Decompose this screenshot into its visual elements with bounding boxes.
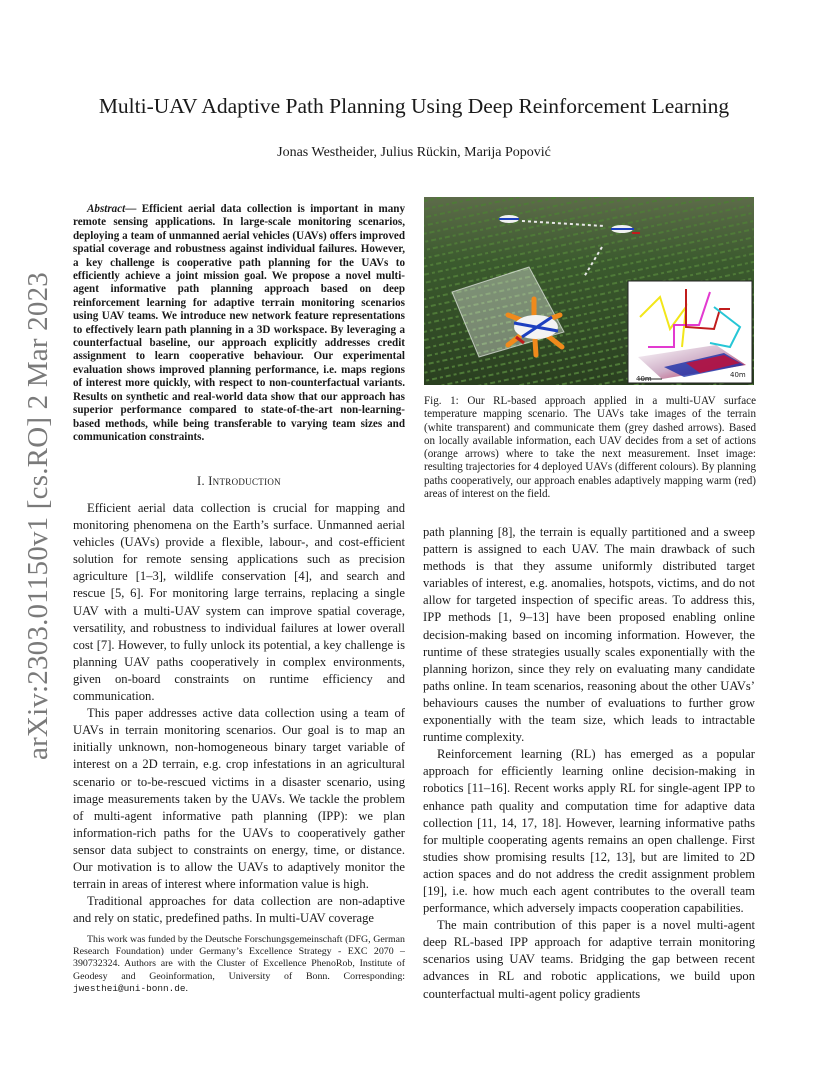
intro-paragraph-3: Traditional approaches for data collection are non-adaptive and rely on static, predefined paths. In multi-UAV coverage [73, 894, 405, 926]
abstract-text: — Efficient aerial data collection is important in many remote sensing applications. In large-scale monitoring scenarios, deploying a team of unmanned aerial vehicles (UAVs) offers improved spatial coverage and robustness against individual failures. However, a key challenge is cooperative path planning for the UAVs to efficiently achieve a joint mission goal. We propose a novel multi-agent informative path planning approach based on deep reinforcement learning for adaptive terrain monitoring scenarios using UAV teams. We introduce new network feature representations to effectively learn path planning in a 3D workspace. By leveraging a counterfactual baseline, our approach explicitly addresses credit assignment to learn cooperative behaviour. Our experimental evaluation shows improved planning performance, i.e. maps regions of interest more quickly, with respect to non-counterfactual variants. Results on synthetic and real-world data show that our approach has superior performance compared to state-of-the-art non-learning-based methods, while being transferable to varying team sizes and communication constraints. [73, 203, 405, 443]
figure-caption: Fig. 1: Our RL-based approach applied in a multi-UAV surface temperature mapping scenario. The UAVs take images of the terrain (white transparent) and communicate them (grey dashed arrows). Based on locally available information, each UAV decides from a set of actions (orange arrows) where to take the next measurement. Inset image: resulting trajectories for 4 deployed UAVs (different colours). By planning paths cooperatively, our approach enables adaptively mapping warm (red) areas of interest on the field. [424, 395, 756, 501]
right-column-body [423, 524, 755, 1003]
abstract-label: Abstract [87, 203, 126, 215]
inset-trajectory-plot [628, 281, 752, 383]
right-paragraph-2: Reinforcement learning (RL) has emerged as a popular approach for efficiently learning online decision-making in robotics [11–16]. Recent works apply RL for single-agent IPP to enhance path quality and computation time for adaptive data collection [11, 14, 17, 18]. However, learning informative paths for multiple cooperating agents remains an open challenge. First studies show promising results [12, 13], but are limited to 2D action spaces and do not address the credit assignment problem [19], i.e. how much each agent contributes to the overall team performance, which adversely impacts cooperation capabilities. [423, 747, 755, 916]
intro-paragraph-1: Efficient aerial data collection is crucial for mapping and monitoring phenomena on the Earth’s surface. Unmanned aerial vehicles (UAVs) provide a flexible, labour-, and cost-efficient solution for remote sensing applications such as precision agriculture [1–3], wildlife conservation [4], and search and rescue [5, 6]. For monitoring large terrains, replacing a single UAV with a multi-UAV system can improve spatial coverage, versatility, and robustness to individual failures at lower overall cost [7]. However, to fully unlock its potential, a key challenge is planning UAV paths cooperatively in complex environments, given on-board constraints on runtime efficiency and communication. [73, 501, 405, 704]
author-list: Jonas Westheider, Julius Rückin, Marija Popović [277, 145, 551, 160]
abstract [73, 203, 405, 444]
footnote-email: jwesthei@uni-bonn.de [73, 982, 186, 994]
arxiv-label: arXiv:2303.01150v1 [cs.RO] 2 Mar 2023 [22, 272, 54, 760]
section-title: Introduction [208, 474, 281, 488]
right-paragraph-3: The main contribution of this paper is a novel multi-agent deep RL-based IPP approach for adaptive terrain monitoring scenarios using UAV teams. Bridging the gap between recent advances in RL and robotic applications, we build upon counterfactual multi-agent policy gradients [423, 918, 755, 1001]
uav-far-left [499, 215, 519, 223]
footnote: This work was funded by the Deutsche Forschungsgemeinschaft (DFG, German Research Foundation) under Germany’s Excellence Strategy - EXC 2070 – 390732324. Authors are with the Cluster of Excellence PhenoRob, Institute of Geodesy and Geoinformation, University of Bonn. Corresponding: jwesthei@uni-bonn.de. [73, 934, 405, 994]
footnote-text: This work was funded by the Deutsche Forschungsgemeinschaft (DFG, German Research Foundation) under Germany’s Excellence Strategy - EXC 2070 – 390732324. Authors are with the Cluster of Excellence PhenoRob, Institute of Geodesy and Geoinformation, University of Bonn. Corresponding: [73, 934, 405, 982]
section-heading [73, 474, 405, 489]
left-column-body [73, 500, 405, 927]
figure-1 [424, 197, 754, 385]
right-paragraph-1: path planning [8], the terrain is equally partitioned and a sweep pattern is assigned to each UAV. The main drawback of such methods is that they assume uniformly distributed target variables of interest, e.g. anomalies, hotspots, victims, and do not allow for targeted inspection of specific areas. To address this, IPP methods [1, 9–13] have been proposed enabling online decision-making based on incoming information. However, the runtime of these strategies usually scales exponentially with the planning horizon, since they rely on evaluating many candidate paths online. In team scenarios, reasoning about the other UAVs’ behaviours causes the number of evaluations to further grow exponentially with the team size, which leads to intractable runtime complexity. [423, 525, 755, 745]
inset-label-b: 40m [730, 371, 746, 379]
intro-paragraph-2: This paper addresses active data collection using a team of UAVs in terrain monitoring scenarios. Our goal is to map an initially unknown, non-homogeneous binary target variable of interest on a 2D terrain, e.g. crop infestations in an agricultural scenario or to-be-rescued victims in a disaster scenario, using image measurements taken by the UAVs. We tackle the problem of multi-agent informative path planning (IPP): we plan information-rich paths for the UAVs to cooperatively gather sensor data subject to constraints on energy, time, or distance. Our motivation is to allow the UAVs to adaptively monitor the terrain in areas of interest where information value is high. [73, 706, 405, 892]
arxiv-identifier [18, 272, 58, 770]
figure-illustration [424, 197, 754, 385]
inset-label-a: 40m [636, 375, 652, 383]
section-number: I. [197, 474, 209, 488]
paper-title: Multi-UAV Adaptive Path Planning Using Deep Reinforcement Learning [98, 94, 730, 118]
